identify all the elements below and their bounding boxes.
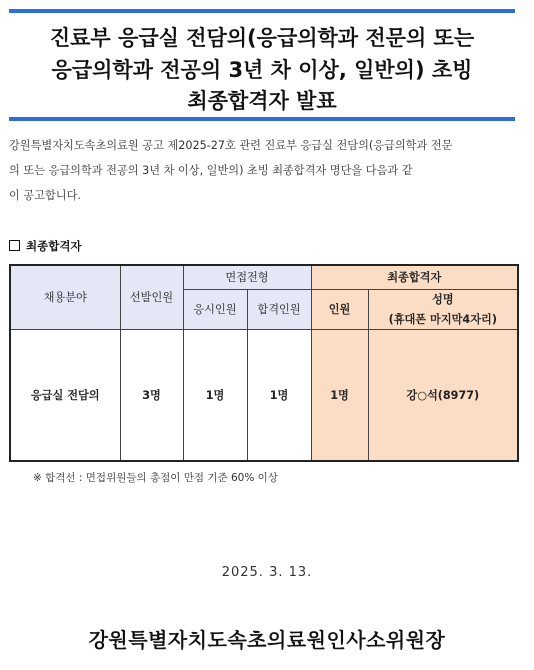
cell-passed: 1명	[247, 329, 311, 461]
header-applicants: 응시인원	[183, 289, 247, 329]
section-heading-label: 최종합격자	[26, 239, 82, 253]
checkbox-square-icon	[9, 240, 20, 251]
header-field: 채용분야	[10, 265, 120, 329]
header-final-count: 인원	[311, 289, 368, 329]
cell-selection-count: 3명	[120, 329, 183, 461]
title-line-1: 진료부 응급실 전담의(응급의학과 전문의 또는	[49, 26, 475, 50]
table-row	[10, 329, 518, 461]
title-box	[9, 9, 515, 121]
section-heading	[9, 238, 82, 254]
header-selection-count: 선발인원	[120, 265, 183, 329]
header-final-name-sub: (휴대폰 마지막4자리)	[368, 309, 518, 329]
intro-line-1: 강원특별자치도속초의료원 공고 제2025-27호 관련 진료부 응급실 전담의(응급의학과 전문	[9, 139, 453, 152]
cell-applicants: 1명	[183, 329, 247, 461]
title-line-2: 응급의학과 전공의 3년 차 이상, 일반의) 초빙	[51, 58, 473, 82]
table-header-row-1	[10, 265, 518, 289]
header-final: 최종합격자	[311, 265, 518, 289]
header-passed: 합격인원	[247, 289, 311, 329]
passing-note: ※ 합격선 : 면접위원들의 총점이 만점 기준 60% 이상	[33, 472, 278, 484]
cell-final-count: 1명	[311, 329, 368, 461]
intro-line-3: 이 공고합니다.	[9, 189, 81, 202]
intro-line-2: 의 또는 응급의학과 전공의 3년 차 이상, 일반의) 초빙 최종합격자 명단을 다음과 같	[9, 164, 413, 177]
cell-final-name: 강○석(8977)	[368, 329, 518, 461]
signer: 강원특별자치도속초의료원인사소위원장	[88, 628, 446, 652]
header-interview: 면접전형	[183, 265, 311, 289]
header-final-name: 성명	[368, 289, 518, 309]
announcement-date: 2025. 3. 13.	[221, 565, 313, 580]
cell-field: 응급실 전담의	[10, 329, 120, 461]
result-table	[9, 264, 519, 462]
title-line-3: 최종합격자 발표	[187, 89, 337, 113]
